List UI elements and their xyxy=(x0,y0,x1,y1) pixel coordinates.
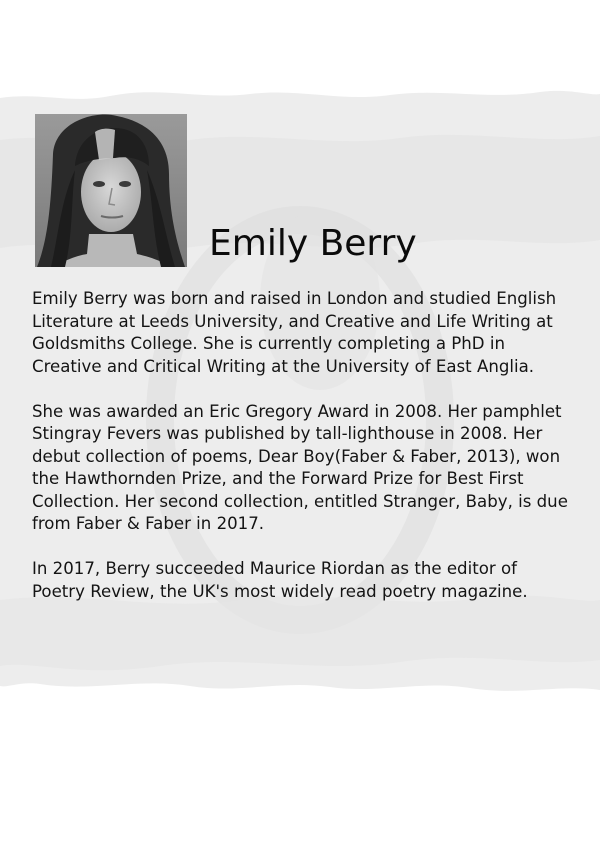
author-name: Emily Berry xyxy=(209,223,417,264)
portrait-photo-icon xyxy=(35,114,187,267)
author-biography xyxy=(32,288,572,626)
bio-paragraph: She was awarded an Eric Gregory Award in 2008. Her pamphlet Stingray Fevers was published by tall-lighthouse in 2008. Her debut collection of poems, Dear Boy(Faber & Faber, 2013), won the Hawthornden Prize, and the Forward Prize for Best First Collection. Her second collection, entitled Stranger, Baby, is due from Faber & Faber in 2017. xyxy=(32,401,568,533)
bio-paragraph: Emily Berry was born and raised in London and studied English Literature at Leeds University, and Creative and Life Writing at Goldsmiths College. She is currently completing a PhD in Creative and Critical Writing at the University of East Anglia. xyxy=(32,289,557,376)
bio-paragraph: In 2017, Berry succeeded Maurice Riordan as the editor of Poetry Review, the UK's most widely read poetry magazine. xyxy=(32,559,528,601)
portrait-photo xyxy=(35,114,187,267)
